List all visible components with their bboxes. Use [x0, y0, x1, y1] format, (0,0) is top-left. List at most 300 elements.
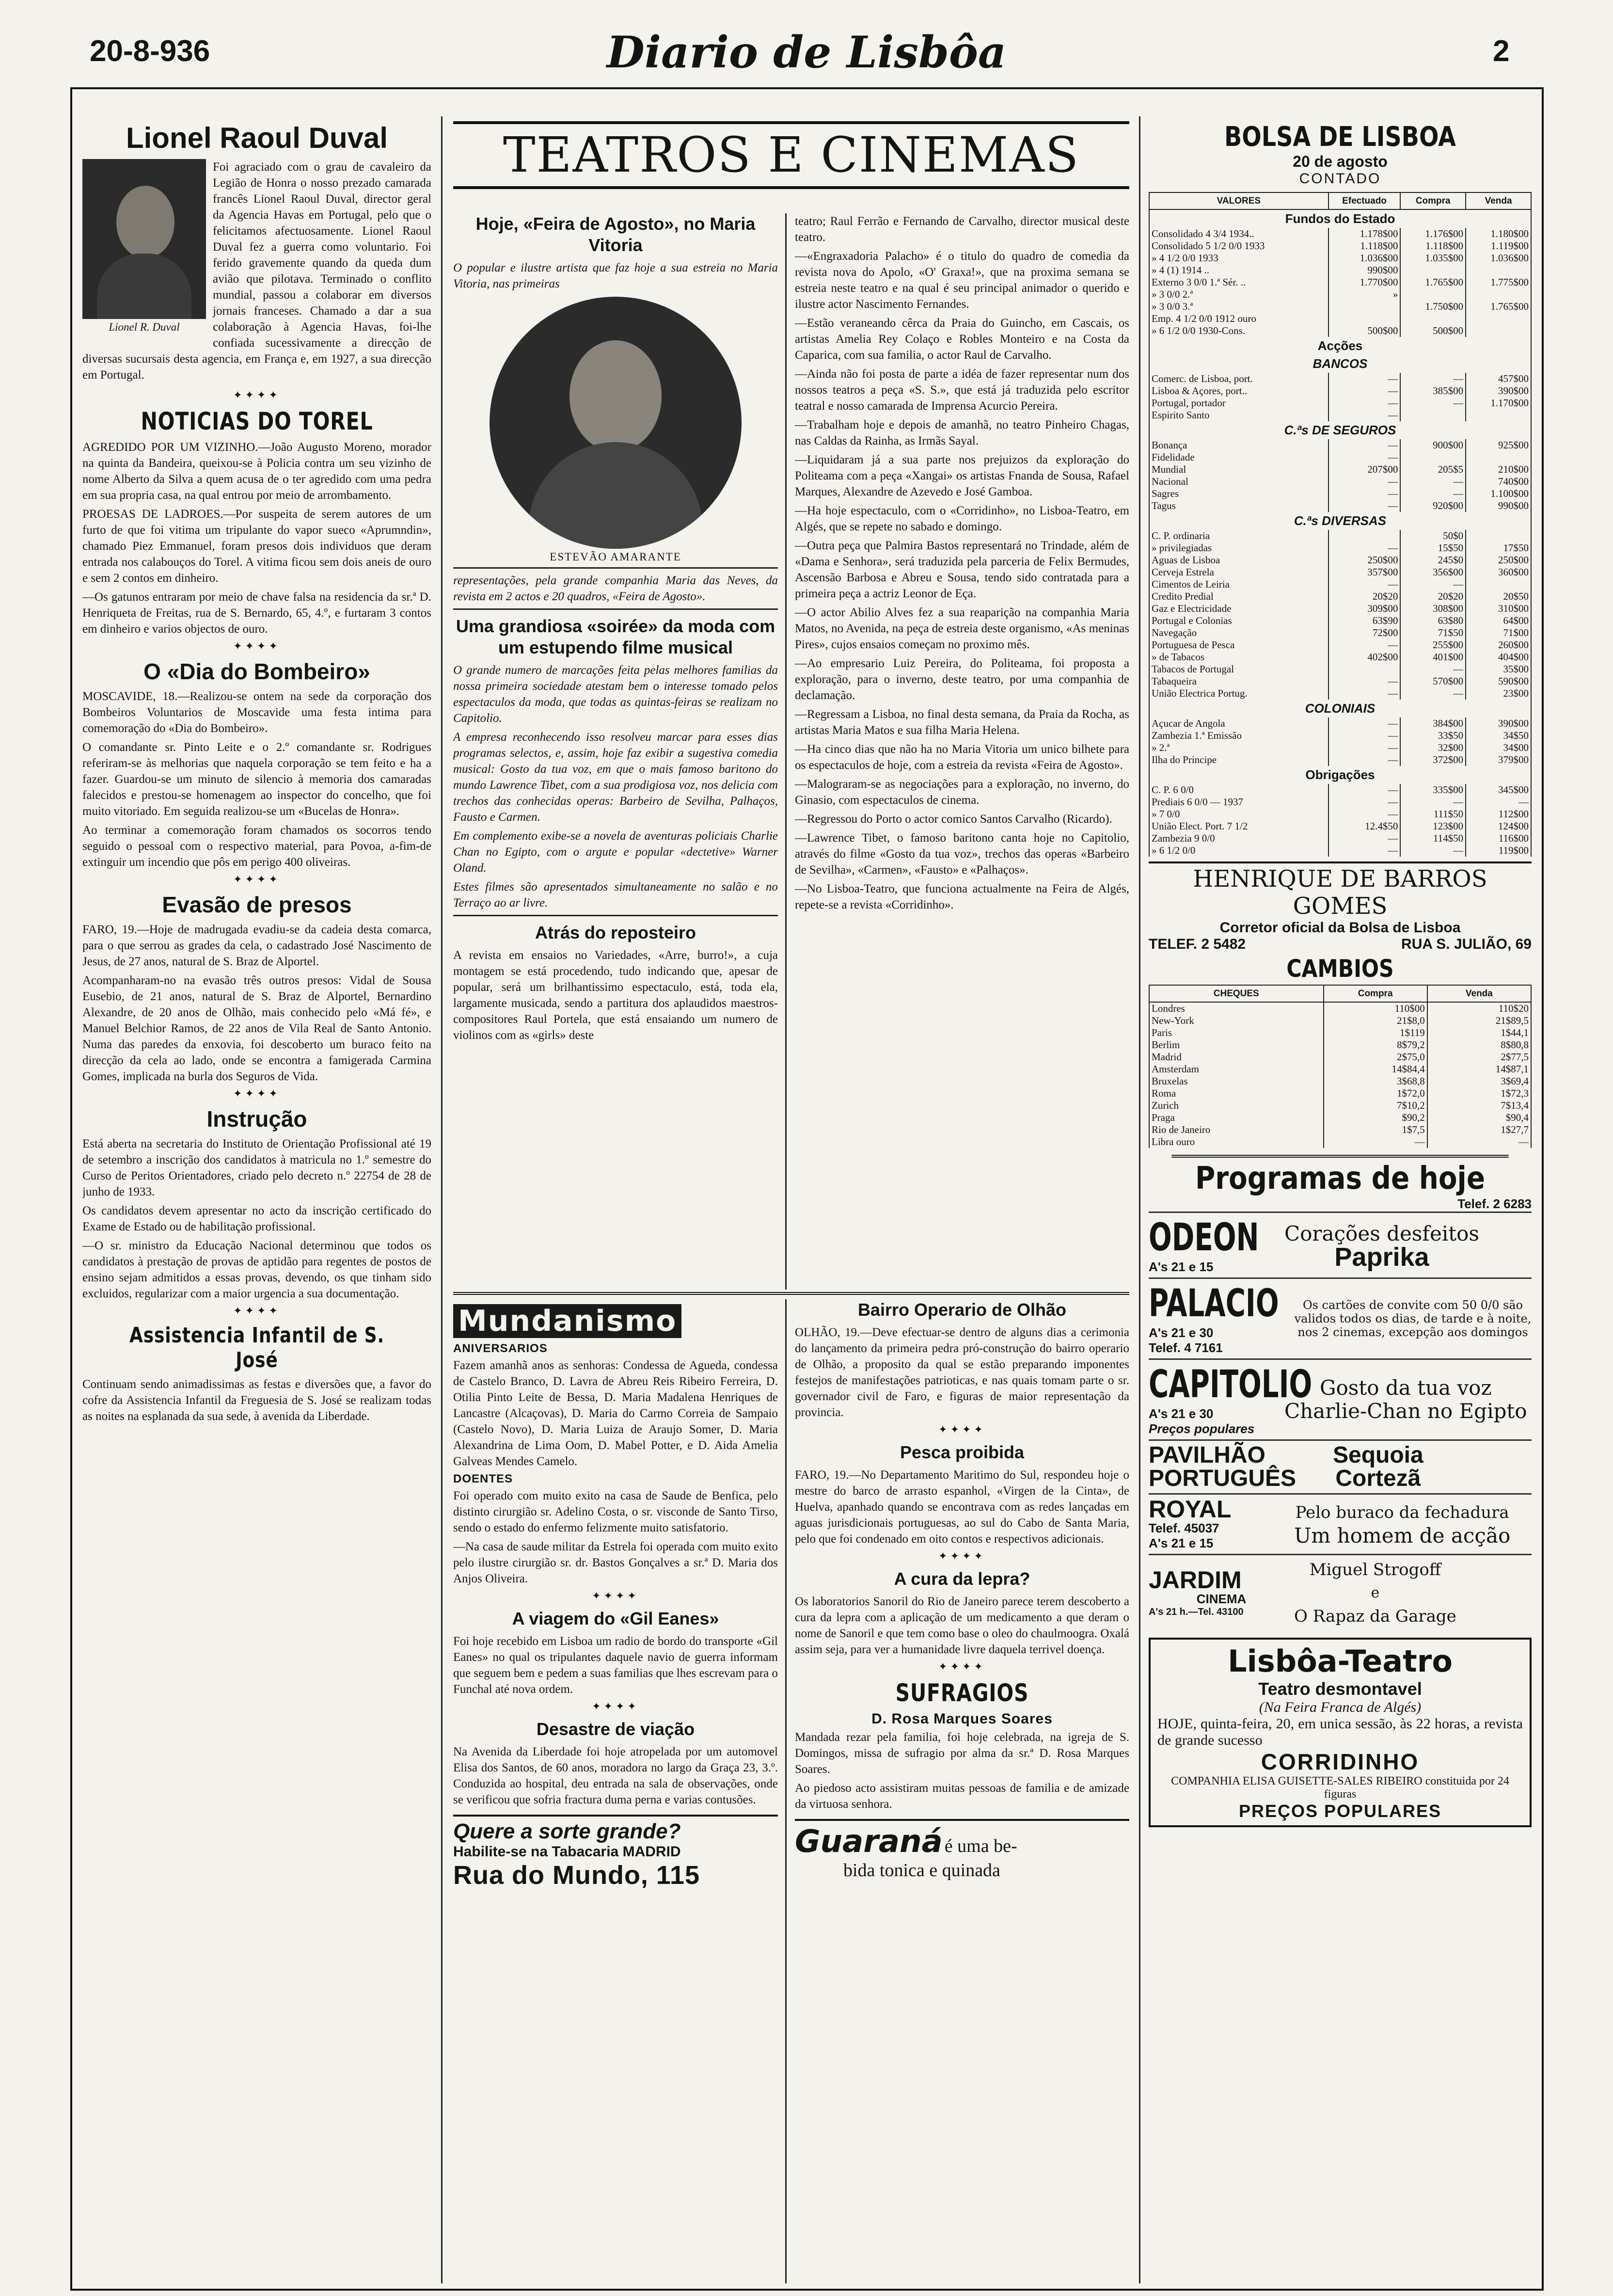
table-row: [1149, 1075, 1531, 1087]
table-cell: 1.765$00: [1466, 301, 1531, 313]
table-cell: Madrid: [1149, 1051, 1324, 1063]
table-row: [1149, 1063, 1531, 1075]
table-cell: 1$27,7: [1427, 1124, 1531, 1136]
article-body: —Lawrence Tibet, o famoso baritono canta hoje no Capitolio, através do filme «Gosto da tua voz», trechos das operas «Barbeiro de Sevilha», «Carmen», «Fausto» e «Palhaços».: [795, 831, 1129, 877]
table-row: [1149, 488, 1531, 500]
article-title-desastre: Desastre de viação: [536, 1719, 695, 1739]
table-cell: 33$50: [1400, 730, 1466, 742]
article-body: Foi hoje recebido em Lisboa um radio de bordo do transporte «Gil Eanes» no qual os tripulantes daquele navio de guerra informam que seguem bem e pedem a suas familias que lhes escrevam para o Funchal até nova ordem.: [453, 1635, 778, 1696]
table-cell: —: [1400, 796, 1466, 808]
section-label: C.ªs DIVERSAS: [1149, 512, 1531, 530]
table-section-row: [1149, 209, 1531, 228]
table-cell: —: [1328, 451, 1401, 463]
table-cell: 1$7,5: [1324, 1124, 1427, 1136]
column-divider: [441, 116, 443, 2283]
portrait-caption: Lionel R. Duval: [109, 321, 180, 333]
table-cell: 2$77,5: [1427, 1051, 1531, 1063]
table-cell: 210$00: [1466, 463, 1531, 476]
table-cell: New-York: [1149, 1015, 1324, 1027]
col-header: Compra: [1400, 192, 1466, 209]
table-row: [1149, 651, 1531, 663]
subhead-doentes: DOENTES: [453, 1472, 513, 1485]
theatre-type: Teatro desmontavel: [1258, 1679, 1422, 1699]
table-cell: —: [1328, 488, 1401, 500]
table-cell: 457$00: [1466, 373, 1531, 385]
article-body: O comandante sr. Pinto Leite e o 2.º comandante sr. Rodrigues referiram-se às melhorias que naquela corporação se tem feito e ha a fazer. Guardou-se um minuto de silencio à memoria dos camaradas falecidos e prestou-se homenagem ao inspector do concelho, que foi muito vitoriado. Em seguida realizou-se um «Bucelas de Honra».: [82, 741, 431, 818]
table-cell: 360$00: [1466, 566, 1531, 578]
table-cell: 15$50: [1400, 542, 1466, 554]
table-cell: 17$50: [1466, 542, 1531, 554]
section-title-mundanismo: Mundanismo: [453, 1304, 681, 1338]
article-body: —Os gatunos entraram por meio de chave falsa na residencia da sr.ª D. Henriqueta de Freitas, rua de S. Bernardo, 65, 4.º, e furtaram 3 contos em dinheiro e varios objectos de ouro.: [82, 590, 431, 636]
table-cell: 111$50: [1400, 808, 1466, 820]
table-cell: —: [1466, 796, 1531, 808]
table-row: [1149, 313, 1531, 325]
table-cell: 1$119: [1324, 1027, 1427, 1039]
table-cell: [1466, 264, 1531, 276]
table-cell: »: [1328, 288, 1401, 301]
article-body: —Ainda não foi posta de parte a idéa de fazer representar num dos nossos teatros a peça «S. S.», que está já traduzida pelo escritor teatral e nosso camarada de Imprensa Acurcio Pereira.: [795, 367, 1129, 413]
table-section-row: [1149, 766, 1531, 784]
film-title: O Rapaz da Garage: [1294, 1607, 1456, 1626]
cinema-name: ODEON: [1149, 1216, 1259, 1260]
table-cell: [1328, 313, 1401, 325]
table-row: [1149, 1051, 1531, 1063]
table-cell: Tagus: [1149, 500, 1328, 512]
table-cell: Bruxelas: [1149, 1075, 1324, 1087]
table-cell: 1.118$00: [1400, 240, 1466, 252]
table-cell: $90,4: [1427, 1112, 1531, 1124]
table-cell: Portugal, portador: [1149, 397, 1328, 409]
article-body: —Regressam a Lisboa, no final desta semana, da Praia da Rocha, as artistas Maria Matos e sua filha Maria Helena.: [795, 708, 1129, 737]
column-3-top: [795, 213, 1129, 1285]
sufragios-name: D. Rosa Marques Soares: [871, 1711, 1053, 1727]
table-cell: Sagres: [1149, 488, 1328, 500]
column-3-bottom: [795, 1299, 1129, 2283]
film-title: Cortezã: [1335, 1466, 1421, 1491]
table-cell: —: [1328, 845, 1401, 857]
article-body: Em complemento exibe-se a novela de aventuras policiais Charlie Chan no Egipto, com o argute e popular «dectetive» Warner Oland.: [453, 829, 778, 875]
table-row: [1149, 1100, 1531, 1112]
article-body: —«Engraxadoria Palacho» é o titulo do quadro de comedia da revista nova do Apolo, «O' Graxa!», que na proxima semana se estreia neste teatro e na qual é seu principal animador o querido e ilustre actor Nascimento Fernandes.: [795, 250, 1129, 311]
table-cell: 1.036$00: [1328, 252, 1401, 264]
table-cell: [1400, 313, 1466, 325]
table-cell: 920$00: [1400, 500, 1466, 512]
table-cell: 900$00: [1400, 439, 1466, 451]
table-cell: 309$00: [1328, 603, 1401, 615]
table-cell: —: [1328, 796, 1401, 808]
table-cell: 570$00: [1400, 675, 1466, 687]
cinema-name: PALACIO: [1149, 1282, 1279, 1325]
table-cell: —: [1400, 476, 1466, 488]
col-header: Compra: [1324, 985, 1427, 1002]
table-row: [1149, 288, 1531, 301]
table-cell: Zambezia 9 0/0: [1149, 832, 1328, 845]
bolsa-title: BOLSA DE LISBOA: [1224, 121, 1456, 153]
table-cell: 401$00: [1400, 651, 1466, 663]
col-header: VALORES: [1149, 192, 1328, 209]
table-row: [1149, 730, 1531, 742]
table-section-row: [1149, 512, 1531, 530]
table-cell: 1.770$00: [1328, 276, 1401, 288]
table-row: [1149, 228, 1531, 240]
table-cell: 20$50: [1466, 590, 1531, 603]
table-row: [1149, 240, 1531, 252]
table-cell: Fidelidade: [1149, 451, 1328, 463]
column-divider: [785, 213, 787, 1290]
article-title-reposteiro: Atrás do reposteiro: [535, 923, 696, 942]
article-body: teatro; Raul Ferrão e Fernando de Carvalho, director musical deste teatro.: [795, 215, 1129, 244]
article-body: Estes filmes são apresentados simultaneamente no salão e no Terraço ao ar livre.: [453, 880, 778, 909]
table-cell: —: [1328, 687, 1401, 700]
article-title-soiree: Uma grandiosa «soirée» da moda com um estupendo filme musical: [456, 616, 775, 657]
table-cell: 308$00: [1400, 603, 1466, 615]
table-row: [1149, 409, 1531, 421]
table-cell: 34$00: [1466, 742, 1531, 754]
table-cell: 1.775$00: [1466, 276, 1531, 288]
table-cell: 255$00: [1400, 639, 1466, 651]
table-cell: 310$00: [1466, 603, 1531, 615]
ad-lisboa-teatro[interactable]: [1149, 1638, 1532, 1827]
table-cell: —: [1328, 578, 1401, 590]
page-number: 2: [1493, 34, 1510, 68]
table-row: [1149, 500, 1531, 512]
table-cell: —: [1328, 373, 1401, 385]
article-body: —Ha hoje espectaculo, com o «Corridinho», no Lisboa-Teatro, em Algés, que se repete no sabado e domingo.: [795, 504, 1129, 533]
film-title: Paprika: [1334, 1242, 1429, 1272]
issue-date: 20-8-936: [90, 34, 210, 68]
table-row: [1149, 796, 1531, 808]
table-cell: 123$00: [1400, 820, 1466, 832]
article-title-olhao: Bairro Operario de Olhão: [857, 1300, 1067, 1320]
table-row: [1149, 530, 1531, 542]
table-cell: 14$84,4: [1324, 1063, 1427, 1075]
section-label: COLONIAIS: [1149, 700, 1531, 718]
divider-line: [453, 567, 778, 569]
table-row: [1149, 451, 1531, 463]
table-cell: 110$00: [1324, 1002, 1427, 1015]
table-cell: [1328, 663, 1401, 675]
article-body: Continuam sendo animadissimas as festas e diversões que, a favor do cofre da Assistencia Infantil da Freguesia de S. José se realizam todas as noites na esplanada da sua sede, à avenida da Liberdade.: [82, 1378, 431, 1423]
table-cell: 345$00: [1466, 784, 1531, 796]
table-cell: Comerc. de Lisboa, port.: [1149, 373, 1328, 385]
table-row: [1149, 325, 1531, 337]
divider-ornament: ✦✦✦✦: [592, 1700, 639, 1712]
table-cell: 207$00: [1328, 463, 1401, 476]
ad-tabacaria-madrid[interactable]: [453, 1815, 778, 1890]
cinema-name: CAPITOLIO: [1149, 1363, 1313, 1406]
cinema-time: A's 21 h.—Tel. 43100: [1149, 1607, 1244, 1617]
table-cell: 1.170$00: [1466, 397, 1531, 409]
film-title: Corações desfeitos: [1284, 1221, 1479, 1245]
table-cell: Açucar de Angola: [1149, 718, 1328, 730]
table-section-row: [1149, 421, 1531, 439]
table-cell: Externo 3 0/0 1.ª Sér. ..: [1149, 276, 1328, 288]
table-cell: » 6 1/2 0/0 1930-Cons.: [1149, 325, 1328, 337]
table-cell: 384$00: [1400, 718, 1466, 730]
divider-ornament: ✦✦✦✦: [233, 389, 281, 401]
film-title: Gosto da tua voz: [1319, 1376, 1492, 1400]
table-cell: C. P. 6 0/0: [1149, 784, 1328, 796]
table-cell: 205$5: [1400, 463, 1466, 476]
table-cell: —: [1328, 385, 1401, 397]
table-cell: —: [1328, 730, 1401, 742]
table-row: [1149, 784, 1531, 796]
table-cell: » 6 1/2 0/0: [1149, 845, 1328, 857]
company-name: COMPANHIA ELISA GUISETTE-SALES RIBEIRO constituida por 24 figuras: [1171, 1775, 1509, 1801]
table-cell: Roma: [1149, 1087, 1324, 1100]
article-body: —Ha cinco dias que não ha no Maria Vitoria um unico bilhete para os espectaculos de hoje, com a estreia da revista «Feira de Agosto».: [795, 743, 1129, 772]
section-label: Fundos do Estado: [1149, 209, 1531, 228]
table-cell: » 7 0/0: [1149, 808, 1328, 820]
article-body: Ao terminar a comemoração foram chamados os socorros tendo seguido o pessoal com o respectivo material, para Povoa, a-fim-de extinguir um incendio que pôs em perigo 400 oliveiras.: [82, 824, 431, 869]
table-row: [1149, 463, 1531, 476]
table-row: [1149, 627, 1531, 639]
column-divider: [1139, 116, 1140, 2283]
article-body: AGREDIDO POR UM VIZINHO.—João Augusto Moreno, morador na quinta da Bandeira, queixou-se à Policia contra um seu vizinho de nome Alberto da Silva a quem acusa de o ter agredido com uma pedra em sua propria casa, na qual entrou por meio de arrombamento.: [82, 441, 431, 502]
table-cell: —: [1400, 578, 1466, 590]
article-body: Está aberta na secretaria do Instituto de Orientação Profissional até 19 de setembro a inscrição dos candidatos à matricula no 1.º semestre do Curso de Peritos Orientadores, criado pelo decreto n.º 22754 de 28 de junho de 1933.: [82, 1137, 431, 1198]
divider-line: [453, 915, 778, 916]
table-cell: 1.178$00: [1328, 228, 1401, 240]
film-title: Um homem de acção: [1294, 1524, 1511, 1547]
table-cell: 245$0: [1400, 554, 1466, 566]
article-body: —No Lisboa-Teatro, que funciona actualmente na Feira de Algés, repete-se a revista «Corridinho».: [795, 882, 1129, 911]
cambios-title: CAMBIOS: [1286, 955, 1394, 983]
article-body: —Malograram-se as negociações para a exploração, no inverno, do Ginasio, com espectaculos de cinema.: [795, 778, 1129, 807]
table-cell: Tabacos de Portugal: [1149, 663, 1328, 675]
table-cell: 372$00: [1400, 754, 1466, 766]
article-body: O grande numero de marcações feita pelas melhores familias da nossa primeira sociedade atestam bem o interesse tomado pelos espectaculos da moda, que todas as quintas-feiras se realizam no Capitolio.: [453, 664, 778, 725]
table-cell: —: [1400, 845, 1466, 857]
table-cell: 357$00: [1328, 566, 1401, 578]
table-row: [1149, 1027, 1531, 1039]
table-cell: » 4 (1) 1914 ..: [1149, 264, 1328, 276]
table-cell: 356$00: [1400, 566, 1466, 578]
column-2-top: [453, 213, 778, 1285]
article-body: —Regressou do Porto o actor comico Santos Carvalho (Ricardo).: [795, 813, 1112, 826]
section-label: Acções: [1149, 337, 1531, 355]
ad-brand: Guaraná: [795, 1824, 943, 1860]
table-row: [1149, 542, 1531, 554]
table-row: [1149, 1124, 1531, 1136]
article-title-instrucao: Instrução: [206, 1106, 307, 1132]
table-cell: Zambezia 1.ª Emissão: [1149, 730, 1328, 742]
section-label: Obrigações: [1149, 766, 1531, 784]
film-title: Sequoia: [1333, 1442, 1423, 1468]
table-cell: —: [1328, 542, 1401, 554]
table-row: [1149, 373, 1531, 385]
table-cell: Mundial: [1149, 463, 1328, 476]
table-cell: Cerveja Estrela: [1149, 566, 1328, 578]
table-cell: 1$72,0: [1324, 1087, 1427, 1100]
article-body: Ao piedoso acto assistiram muitas pessoas de familia e de amizade da virtuosa senhora.: [795, 1782, 1129, 1811]
cinema-prices: Preços populares: [1149, 1421, 1255, 1436]
table-row: [1149, 603, 1531, 615]
col-header: Venda: [1427, 985, 1531, 1002]
table-cell: —: [1328, 639, 1401, 651]
bolsa-date: 20 de agosto: [1293, 153, 1388, 170]
table-cell: 71$50: [1400, 627, 1466, 639]
table-row: [1149, 808, 1531, 820]
table-cell: —: [1400, 488, 1466, 500]
table-cell: 740$00: [1466, 476, 1531, 488]
film-title: Charlie-Chan no Egipto: [1284, 1399, 1527, 1423]
divider-ornament: ✦✦✦✦: [233, 640, 281, 652]
article-title-torel: NOTICIAS DO TOREL: [141, 407, 373, 435]
film-title: Miguel Strogoff: [1309, 1560, 1441, 1579]
ad-line: Habilite-se na Tabacaria MADRID: [453, 1844, 681, 1860]
table-cell: 35$00: [1466, 663, 1531, 675]
article-title-pesca: Pesca proibida: [900, 1442, 1025, 1462]
article-body: O popular e ilustre artista que faz hoje a sua estreia no Maria Vitoria, nas primeiras: [453, 261, 778, 290]
table-row: [1149, 566, 1531, 578]
table-cell: 8$79,2: [1324, 1039, 1427, 1051]
table-cell: 390$00: [1466, 385, 1531, 397]
ad-line: bida tonica e quinada: [843, 1860, 1000, 1881]
table-cell: Credito Predial: [1149, 590, 1328, 603]
table-row: [1149, 1015, 1531, 1027]
divider-ornament: ✦✦✦✦: [938, 1423, 986, 1435]
table-cell: 14$87,1: [1427, 1063, 1531, 1075]
cinema-time: A's 21 e 30: [1149, 1325, 1214, 1340]
table-cell: 3$68,8: [1324, 1075, 1427, 1087]
table-cell: Nacional: [1149, 476, 1328, 488]
table-cell: 1.100$00: [1466, 488, 1531, 500]
table-cell: [1466, 578, 1531, 590]
table-cell: Ilha do Principe: [1149, 754, 1328, 766]
article-body: Mandada rezar pela familia, foi hoje celebrada, na igreja de S. Domingos, missa de sufragio por alma da sr.ª D. Rosa Marques Soares.: [795, 1731, 1129, 1776]
table-cell: 63$80: [1400, 615, 1466, 627]
table-cell: 112$00: [1466, 808, 1531, 820]
table-cell: Amsterdam: [1149, 1063, 1324, 1075]
table-row: [1149, 832, 1531, 845]
table-cell: [1400, 451, 1466, 463]
article-title-bombeiro: O «Dia do Bombeiro»: [143, 659, 370, 684]
article-body: Os laboratorios Sanoril do Rio de Janeiro parece terem descoberto a cura da lepra com a aplicação de um medicamento a que deram o nome de Sanoril e que tem como base o oleo do chaulmoogra. Oxalá assim seja, para ver a humanidade livre daquela terrivel doença.: [795, 1595, 1129, 1656]
article-title-lepra: A cura da lepra?: [894, 1569, 1030, 1589]
table-cell: 21$8,0: [1324, 1015, 1427, 1027]
article-body: —Outra peça que Palmira Bastos representará no Trindade, além de «Dama e Senhora», será traduzida pela parceria de Felix Bermudes, Ascensão Barbosa e Abreu e Sousa, tendo sido contratada para a primeira peça a actriz Leonor de Eça.: [795, 539, 1129, 600]
table-cell: [1466, 530, 1531, 542]
table-row: [1149, 276, 1531, 288]
table-cell: 250$00: [1328, 554, 1401, 566]
table-row: [1149, 554, 1531, 566]
table-cell: União Elect. Port. 7 1/2: [1149, 820, 1328, 832]
table-cell: $90,2: [1324, 1112, 1427, 1124]
broker-contact: [1149, 936, 1532, 953]
section-label: C.ªs DE SEGUROS: [1149, 421, 1531, 439]
table-row: [1149, 439, 1531, 451]
cinema-name: JARDIM: [1149, 1566, 1242, 1594]
col-header: CHEQUES: [1149, 985, 1324, 1002]
table-cell: 990$00: [1328, 264, 1401, 276]
table-section-row: [1149, 700, 1531, 718]
cinema-time: A's 21 e 30: [1149, 1406, 1214, 1421]
table-row: [1149, 264, 1531, 276]
article-body: FARO, 19.—Hoje de madrugada evadiu-se da cadeia desta comarca, para o que serrou as grades da cela, o cadastrado José Nascimento de Jesus, de 27 anos, natural de S. Braz de Alportel.: [82, 923, 431, 968]
table-cell: 990$00: [1466, 500, 1531, 512]
ad-guarana[interactable]: [795, 1819, 1129, 1881]
column-1: [82, 121, 431, 2274]
table-cell: Bonança: [1149, 439, 1328, 451]
table-cell: Consolidado 5 1/2 0/0 1933: [1149, 240, 1328, 252]
broker-name: HENRIQUE DE BARROS GOMES: [1149, 861, 1532, 920]
table-cell: Cimentos de Leiria: [1149, 578, 1328, 590]
article-body: MOSCAVIDE, 18.—Realizou-se ontem na sede da corporação dos Bombeiros Voluntarios de Moscavide uma festa intima para comemoração do «Dia do Bombeiro».: [82, 690, 431, 735]
ad-headline: Quere a sorte grande?: [453, 1819, 681, 1843]
portrait-photo: [82, 159, 206, 319]
cinema-subtitle: CINEMA: [1196, 1592, 1247, 1606]
table-cell: [1328, 301, 1401, 313]
table-cell: Tabaqueira: [1149, 675, 1328, 687]
table-cell: —: [1328, 754, 1401, 766]
table-cell: [1466, 409, 1531, 421]
table-cell: » privilegiadas: [1149, 542, 1328, 554]
article-title-feira: Hoje, «Feira de Agosto», no Maria Vitoria: [475, 214, 756, 255]
table-cell: Zurich: [1149, 1100, 1324, 1112]
table-cell: 250$00: [1466, 554, 1531, 566]
table-cell: —: [1328, 397, 1401, 409]
bolsa-table: [1149, 192, 1532, 857]
cinema-phone: Telef. 4 7161: [1149, 1340, 1223, 1355]
table-cell: [1466, 288, 1531, 301]
table-cell: » 3 0/0 2.ª: [1149, 288, 1328, 301]
table-cell: —: [1328, 500, 1401, 512]
table-cell: —: [1328, 476, 1401, 488]
table-cell: Praga: [1149, 1112, 1324, 1124]
table-cell: [1466, 325, 1531, 337]
divider-ornament: ✦✦✦✦: [233, 1087, 281, 1100]
table-cell: 335$00: [1400, 784, 1466, 796]
cinema-phone: Telef. 45037: [1149, 1521, 1219, 1535]
cinema-name: ROYAL: [1149, 1496, 1232, 1523]
table-cell: 7$10,2: [1324, 1100, 1427, 1112]
table-cell: 590$00: [1466, 675, 1531, 687]
amarante-photo: [490, 297, 742, 549]
article-body: —Na casa de saude militar da Estrela foi operada com muito exito pelo ilustre cirurgião sr. dr. Bastos Gonçalves a sr.ª D. Maria dos Anjos Oliveira.: [453, 1540, 778, 1585]
article-body: —Ao empresario Luiz Pereira, do Politeama, foi proposta a exploração, para o inverno, deste teatro, por uma companhia de declamação.: [795, 657, 1129, 702]
table-cell: 50$0: [1400, 530, 1466, 542]
table-cell: » 2.ª: [1149, 742, 1328, 754]
table-cell: —: [1328, 784, 1401, 796]
section-divider: [453, 1292, 1129, 1295]
article-body: Foi operado com muito exito na casa de Saude de Benfica, pelo distinto cirurgião sr. Adelino Costa, o sr. visconde de Santo Tirso, sendo o estado do enfermo felizmente muito satisfatorio.: [453, 1489, 778, 1534]
table-cell: —: [1328, 409, 1401, 421]
divider-ornament: ✦✦✦✦: [938, 1550, 986, 1562]
broker-phone: TELEF. 2 5482: [1149, 936, 1246, 952]
price-note: PREÇOS POPULARES: [1238, 1801, 1442, 1821]
table-row: [1149, 1112, 1531, 1124]
section-label: BANCOS: [1149, 355, 1531, 373]
programas-phone: Telef. 2 6283: [1457, 1196, 1532, 1211]
article-body: —Estão veraneando cêrca da Praia do Guincho, em Cascais, os artistas Amelia Rey Colaço e Robles Monteiro e na Costa da Caparica, com sua familia, o actor Raul de Carvalho.: [795, 317, 1129, 362]
table-row: [1149, 754, 1531, 766]
divider-ornament: ✦✦✦✦: [592, 1590, 639, 1602]
teatros-banner-area: [453, 121, 1129, 213]
table-cell: 1$44,1: [1427, 1027, 1531, 1039]
table-cell: 21$89,5: [1427, 1015, 1531, 1027]
broker-address: RUA S. JULIÃO, 69: [1401, 936, 1532, 952]
table-cell: 32$00: [1400, 742, 1466, 754]
table-cell: 20$20: [1400, 590, 1466, 603]
article-title-assistencia: Assistencia Infantil de S. José: [129, 1323, 385, 1372]
table-cell: 1.118$00: [1328, 240, 1401, 252]
divider-ornament: ✦✦✦✦: [233, 1305, 281, 1317]
article-body: —Trabalham hoje e depois de amanhã, no teatro Pinheiro Chagas, nas Caldas da Rainha, as Irmãs Sayal.: [795, 418, 1129, 447]
article-body: Foi agraciado com o grau de cavaleiro da Legião de Honra o nosso prezado camarada francês Lionel Raoul Duval, director geral da Agencia Havas em Portugal, pelo que o felicitamos afectuosamente. Lionel Raoul Duval fez a guerra como voluntario. Foi ferido gravemente quando da queda dum avião que pilotava. Terminado o conflito mundial, passou a colaborar em diversos jornais franceses. Chamado a dar a sua colaboração à Agencia Havas, foi-lhe confiada sucessivamente a direcção de diversas sucursais desta agencia, em França e, em 1927, a sua direcção em Portugal.: [82, 160, 431, 382]
table-row: [1149, 1136, 1531, 1148]
